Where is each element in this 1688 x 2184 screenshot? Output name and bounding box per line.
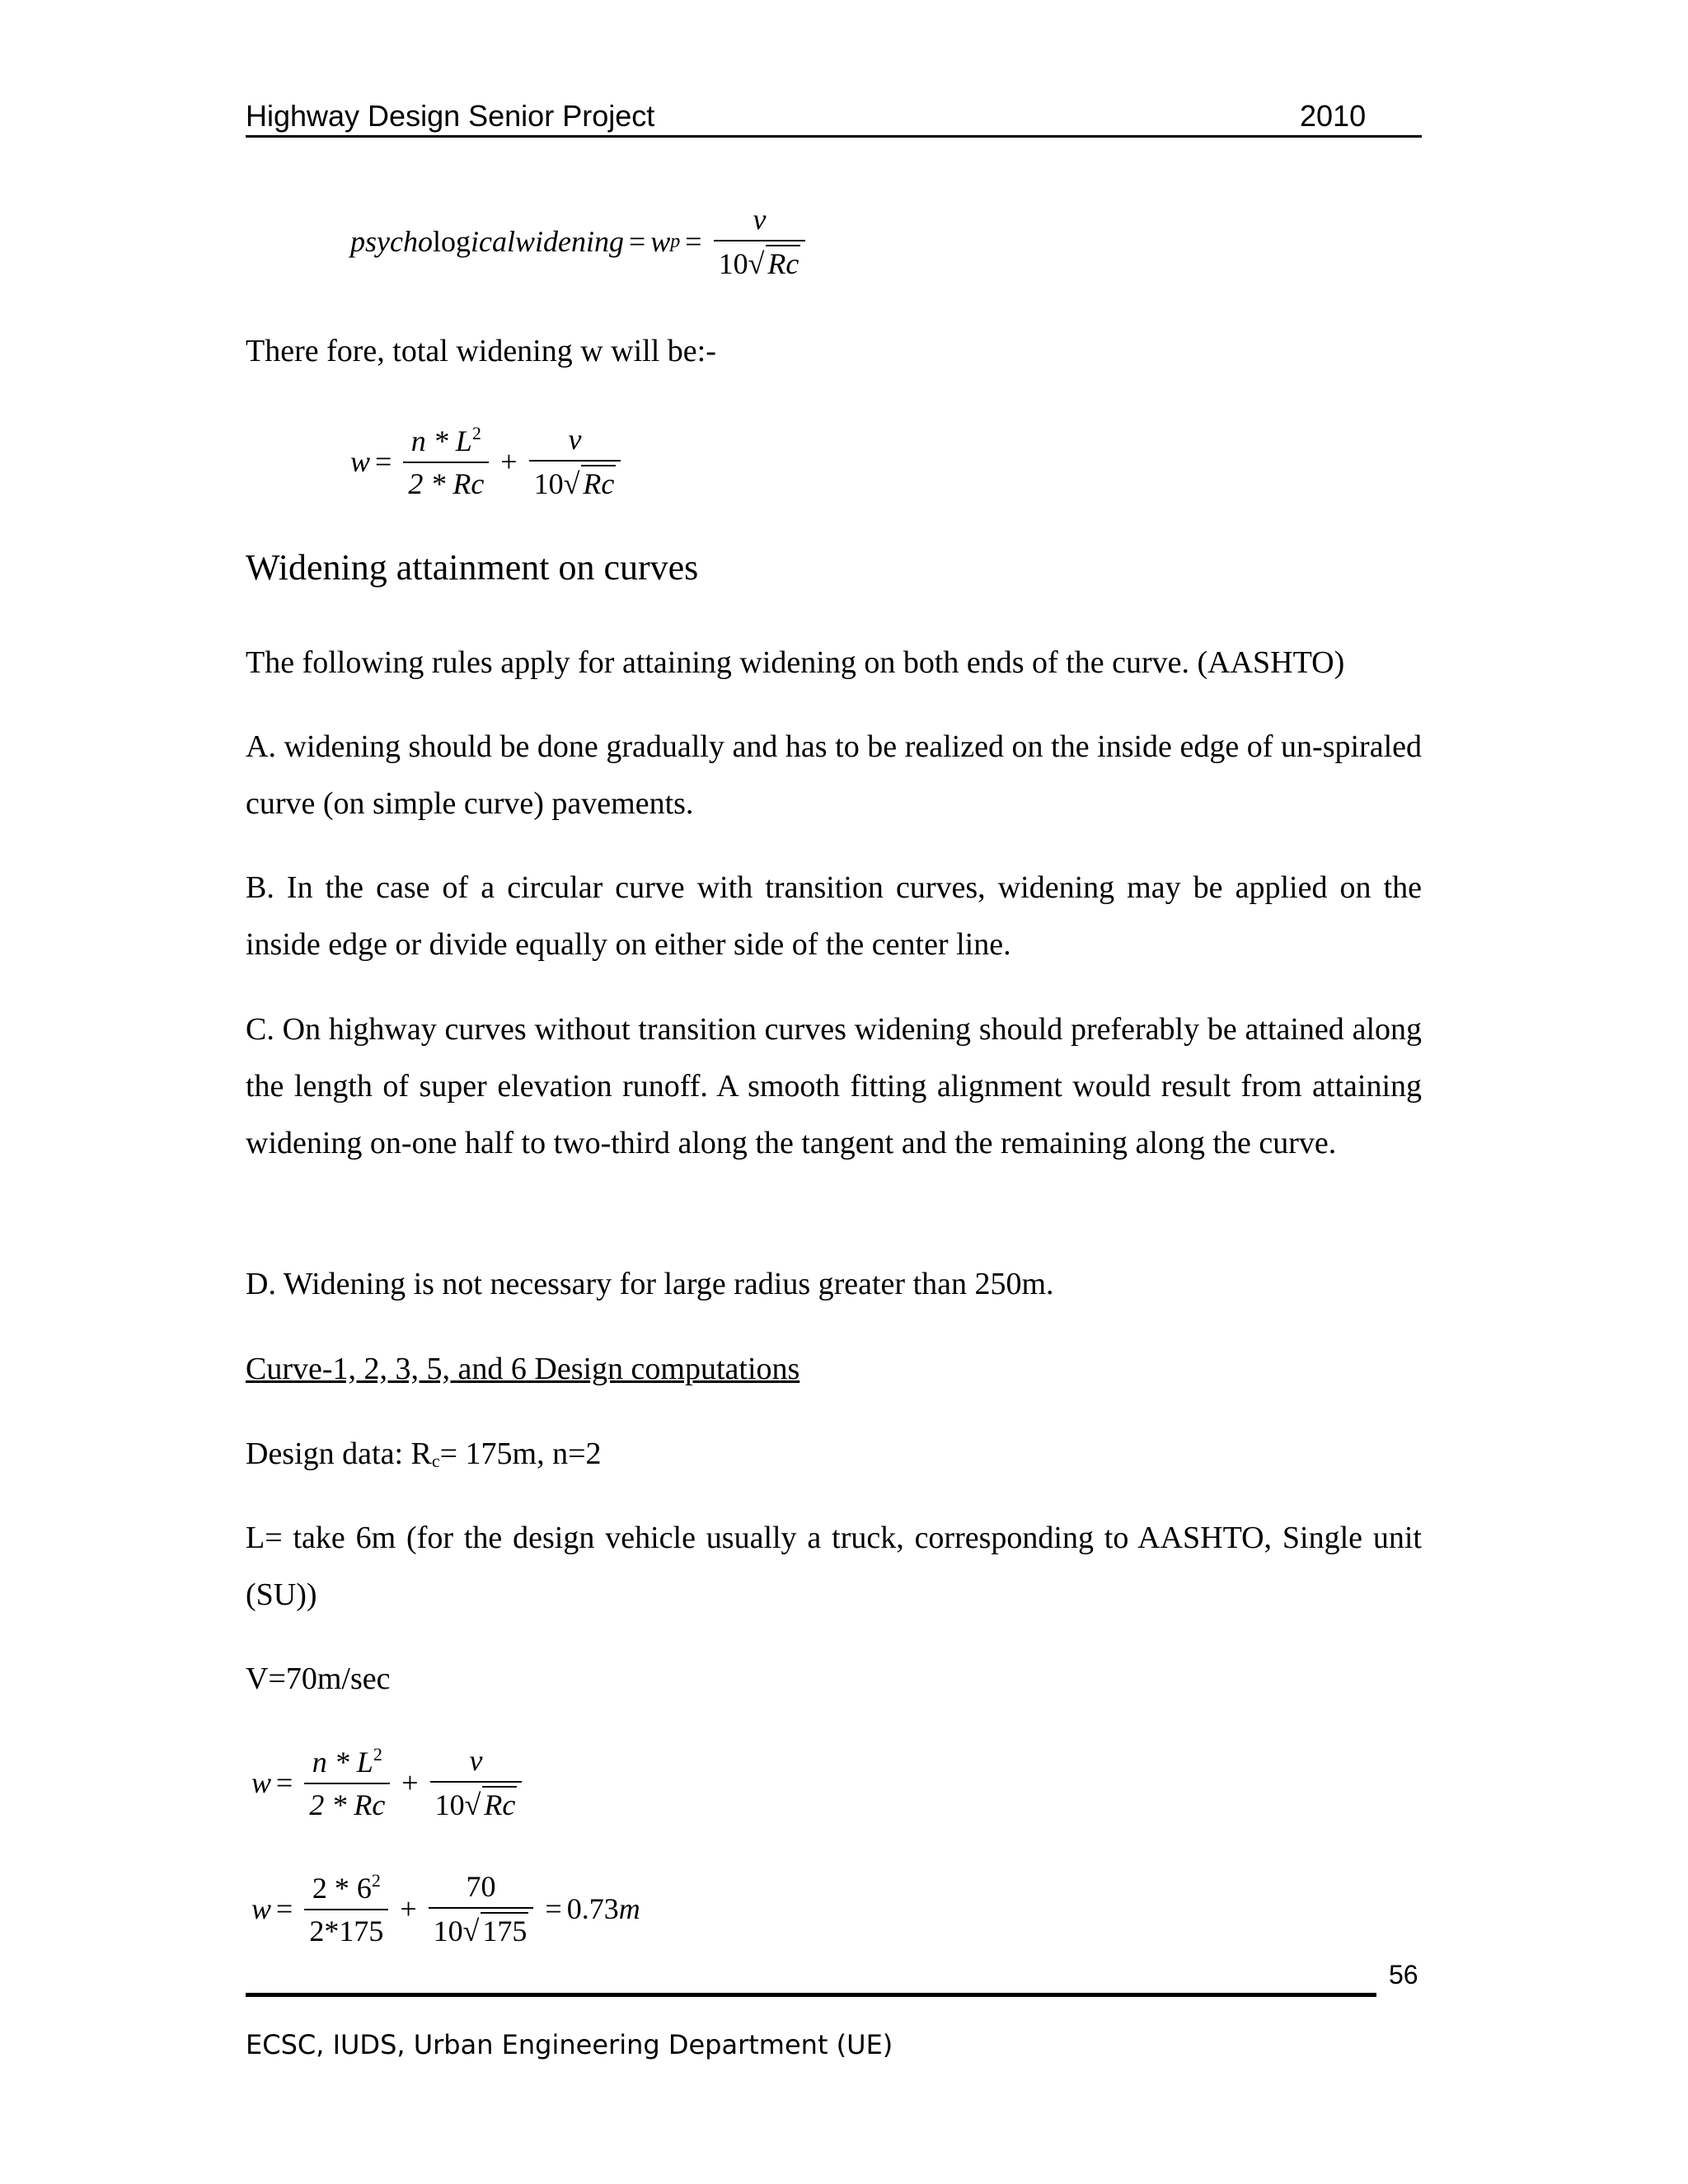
eq3-ten: 10 [434, 1788, 465, 1821]
eq1-equals-1: = [628, 225, 646, 258]
design-data-sub: c [431, 1451, 440, 1471]
eq2-den-1: 2 * Rc [403, 462, 489, 501]
eq2-nl: n * L [410, 424, 472, 457]
eq3-den-2 [430, 1781, 523, 1822]
eq1-lhs-a: psycho [350, 225, 433, 258]
eq3-w: w [251, 1766, 272, 1799]
eq4-fraction-2 [429, 1869, 534, 1948]
footer-text: ECSC, IUDS, Urban Engineering Department (UE) [246, 2029, 893, 2060]
eq4-den-2 [429, 1907, 534, 1948]
eq3-num-1 [307, 1744, 387, 1783]
velocity-line: V=70m/sec [246, 1661, 391, 1696]
eq2-num-2: v [568, 423, 582, 456]
eq4-equals-1: = [276, 1892, 293, 1925]
computations-heading: Curve-1, 2, 3, 5, and 6 Design computations [246, 1352, 800, 1386]
rule-b-paragraph: B. In the case of a circular curve with transition curves, widening may be applied on the inside edge or divide equally on either side of the center line. [246, 870, 1422, 962]
eq4-num-2: 70 [466, 1870, 496, 1903]
page-number: 56 [1389, 1960, 1418, 1990]
eq3-sup: 2 [373, 1743, 382, 1765]
eq1-p: p [670, 230, 681, 252]
rule-c-paragraph: C. On highway curves without transition curves widening should preferably be attained along the length of super elevation runoff. A smooth fitting alignment would result from attaining widening on-one half to two-third along the tangent and the remaining along the curve. [246, 1012, 1422, 1160]
header-title: Highway Design Senior Project [246, 99, 655, 133]
eq4-ten: 10 [433, 1915, 463, 1947]
eq3-fraction-1 [304, 1744, 390, 1822]
rule-d-paragraph: D. Widening is not necessary for large radius greater than 250m. [246, 1267, 1054, 1301]
therefore-text: There fore, total widening w will be:- [246, 334, 716, 368]
design-data-line [246, 1426, 1422, 1489]
eq4-unit: m [618, 1892, 640, 1925]
eq4-result: 0.73 [566, 1892, 619, 1925]
design-data-rest: = 175m, n=2 [439, 1436, 602, 1471]
eq4-den-1: 2*175 [304, 1909, 388, 1948]
total-widening-equation-2 [251, 1743, 528, 1822]
eq4-w: w [251, 1892, 272, 1925]
sqrt-icon: √ [464, 1788, 481, 1821]
eq4-two-six: 2 * 6 [312, 1871, 372, 1905]
header-year: 2010 [1300, 99, 1367, 133]
eq1-lhs-b: icalwidening [470, 225, 624, 258]
rule-a-paragraph: A. widening should be done gradually and has to be realized on the inside edge of un-spiraled curve (on simple curve) pavements. [246, 729, 1422, 821]
eq1-equals-2: = [685, 225, 702, 258]
eq4-plus: + [400, 1892, 417, 1925]
eq1-ten: 10 [718, 247, 748, 280]
eq4-sup: 2 [371, 1869, 381, 1891]
sqrt-icon: √ [462, 1915, 480, 1947]
sqrt-icon: √ [563, 467, 580, 500]
eq4-radicand: 175 [481, 1912, 528, 1948]
length-line: L= take 6m (for the design vehicle usually a truck, corresponding to AASHTO, Single unit (SU)) [246, 1521, 1422, 1612]
eq2-equals: = [375, 445, 392, 478]
eq2-radicand: Rc [581, 465, 616, 501]
eq3-equals: = [276, 1766, 293, 1799]
eq1-radicand: Rc [766, 245, 800, 281]
eq3-nl: n * L [312, 1745, 373, 1779]
eq3-num-2: v [469, 1744, 483, 1777]
eq3-plus: + [401, 1766, 419, 1799]
eq2-w: w [350, 445, 371, 478]
eq3-den-1: 2 * Rc [304, 1783, 390, 1822]
numeric-widening-equation [251, 1869, 640, 1948]
eq4-num-1 [307, 1870, 386, 1909]
eq4-fraction-1 [304, 1870, 388, 1948]
total-widening-equation [350, 422, 627, 501]
eq3-radicand: Rc [482, 1786, 517, 1822]
footer-divider [246, 1993, 1376, 1997]
eq1-lhs-log: log [432, 225, 471, 258]
eq1-fraction [714, 202, 806, 281]
eq2-fraction-1 [403, 423, 489, 501]
design-data-prefix: Design data: R [246, 1436, 432, 1471]
header-divider [246, 135, 1422, 138]
eq2-plus: + [500, 445, 518, 478]
eq1-w: w [650, 225, 671, 258]
section-heading: Widening attainment on curves [246, 547, 699, 588]
eq2-sup: 2 [471, 422, 481, 443]
eq4-equals-2: = [545, 1892, 562, 1925]
eq1-denominator [714, 240, 806, 281]
eq2-den-2 [529, 460, 621, 501]
eq2-ten: 10 [533, 467, 564, 500]
sqrt-icon: √ [748, 247, 765, 280]
eq2-num-1 [406, 423, 486, 462]
intro-paragraph: The following rules apply for attaining widening on both ends of the curve. (AASHTO) [246, 645, 1345, 680]
eq2-fraction-2 [529, 422, 621, 501]
eq3-fraction-2 [430, 1743, 523, 1822]
psychological-widening-equation [350, 202, 812, 281]
eq1-numerator: v [753, 203, 767, 236]
